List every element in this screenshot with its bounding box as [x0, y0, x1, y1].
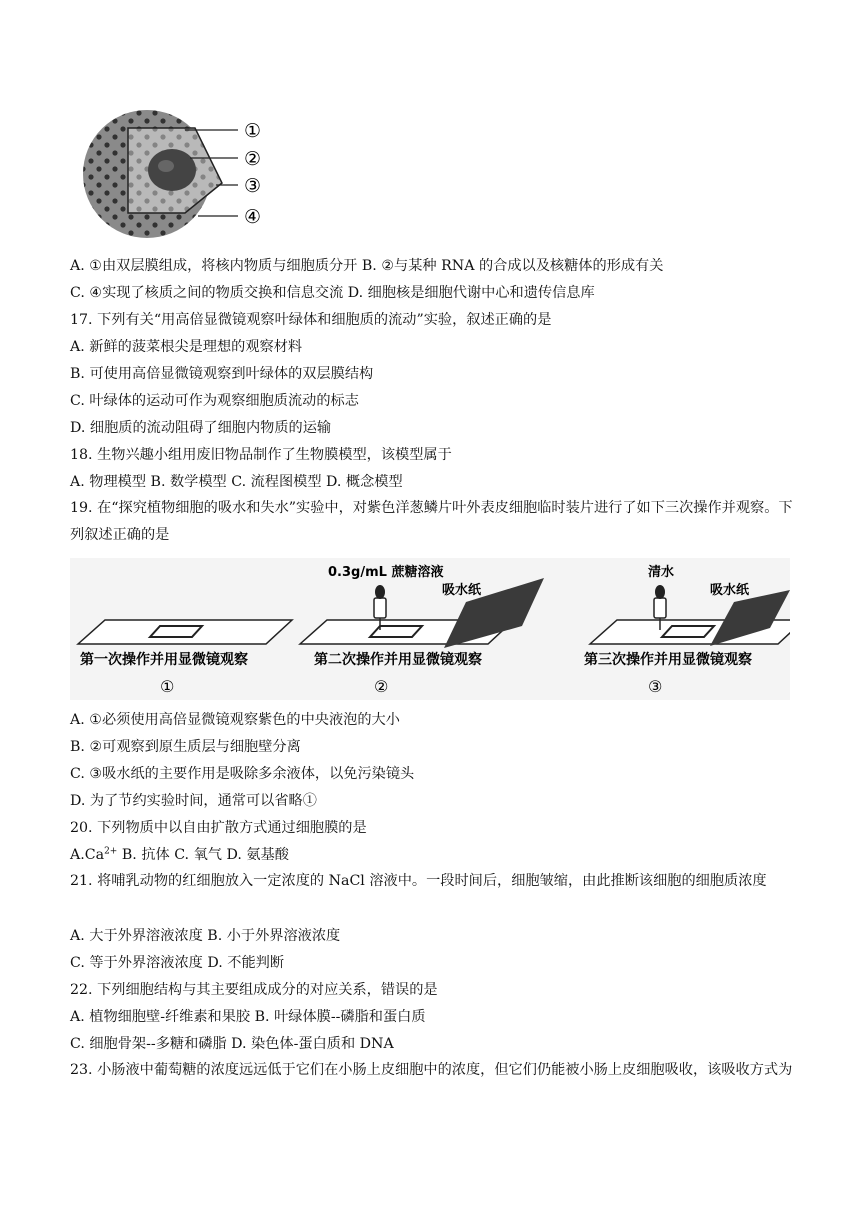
nucleus-label-2: ② — [244, 148, 262, 170]
q19-option-c: C. ③吸水纸的主要作用是吸除多余液体，以免污染镜头 — [70, 766, 415, 782]
q17-stem: 17. 下列有关“用高倍显微镜观察叶绿体和细胞质的流动”实验，叙述正确的是 — [70, 312, 552, 328]
q17-option-a: A. 新鲜的菠菜根尖是理想的观察材料 — [70, 339, 303, 355]
q20-option-rest: B. 抗体 C. 氧气 D. 氨基酸 — [117, 847, 289, 863]
blotting-paper-label-3: 吸水纸 — [710, 583, 750, 598]
q19-figure — [70, 558, 790, 700]
q17-option-b: B. 可使用高倍显微镜观察到叶绿体的双层膜结构 — [70, 366, 374, 382]
step-3-number: ③ — [648, 677, 663, 696]
step-1-caption: 第一次操作并用显微镜观察 — [80, 652, 248, 668]
q21-option-cd: C. 等于外界溶液浓度 D. 不能判断 — [70, 955, 285, 971]
nucleus-label-3: ③ — [244, 175, 262, 197]
q18-stem: 18. 生物兴趣小组用废旧物品制作了生物膜模型，该模型属于 — [70, 447, 452, 463]
q21-stem: 21. 将哺乳动物的红细胞放入一定浓度的 NaCl 溶液中。一段时间后，细胞皱缩，由此推断该细胞的细胞质浓度 — [70, 873, 767, 889]
step-2-number: ② — [374, 677, 389, 696]
q20-option-a: A.Ca — [70, 847, 105, 863]
q22-stem: 22. 下列细胞结构与其主要组成成分的对应关系，错误的是 — [70, 982, 438, 998]
q17-option-d: D. 细胞质的流动阻碍了细胞内物质的运输 — [70, 420, 332, 436]
water-label: 清水 — [648, 565, 675, 580]
q20-options — [70, 845, 289, 865]
step-3-caption: 第三次操作并用显微镜观察 — [584, 652, 752, 668]
nucleus-label-4: ④ — [244, 206, 262, 228]
q19-option-d: D. 为了节约实验时间，通常可以省略① — [70, 793, 317, 809]
q22-option-ab: A. 植物细胞壁-纤维素和果胶 B. 叶绿体膜--磷脂和蛋白质 — [70, 1009, 426, 1025]
q20-option-a-charge: 2+ — [104, 846, 118, 857]
q19-stem: 19. 在“探究植物细胞的吸水和失水”实验中，对紫色洋葱鳞片叶外表皮细胞临时装片进行了如下三次操作并观察。下列叙述正确的是 — [70, 500, 793, 543]
q23-stem: 23. 小肠液中葡萄糖的浓度远远低于它们在小肠上皮细胞中的浓度，但它们仍能被小肠上皮细胞吸收，该吸收方式为 — [70, 1062, 793, 1078]
q19-option-a: A. ①必须使用高倍显微镜观察紫色的中央液泡的大小 — [70, 712, 400, 728]
step-2-caption: 第二次操作并用显微镜观察 — [314, 652, 482, 668]
nucleus-label-1: ① — [244, 120, 262, 142]
q18-options: A. 物理模型 B. 数学模型 C. 流程图模型 D. 概念模型 — [70, 474, 403, 490]
q16-option-ab: A. ①由双层膜组成，将核内物质与细胞质分开 B. ②与某种 RNA 的合成以及核糖体的形成有关 — [70, 258, 664, 274]
q16-option-cd: C. ④实现了核质之间的物质交换和信息交流 D. 细胞核是细胞代谢中心和遗传信息库 — [70, 285, 595, 301]
blotting-paper-label-2: 吸水纸 — [442, 583, 482, 598]
step-1-number: ① — [160, 677, 175, 696]
q19-option-b: B. ②可观察到原生质层与细胞壁分离 — [70, 739, 301, 755]
sucrose-solution-label: 0.3g/mL 蔗糖溶液 — [328, 565, 444, 580]
q21-option-ab: A. 大于外界溶液浓度 B. 小于外界溶液浓度 — [70, 928, 341, 944]
q17-option-c: C. 叶绿体的运动可作为观察细胞质流动的标志 — [70, 393, 359, 409]
nucleus-figure — [70, 108, 280, 243]
q20-stem: 20. 下列物质中以自由扩散方式通过细胞膜的是 — [70, 820, 367, 836]
q22-option-cd: C. 细胞骨架--多糖和磷脂 D. 染色体-蛋白质和 DNA — [70, 1036, 394, 1052]
